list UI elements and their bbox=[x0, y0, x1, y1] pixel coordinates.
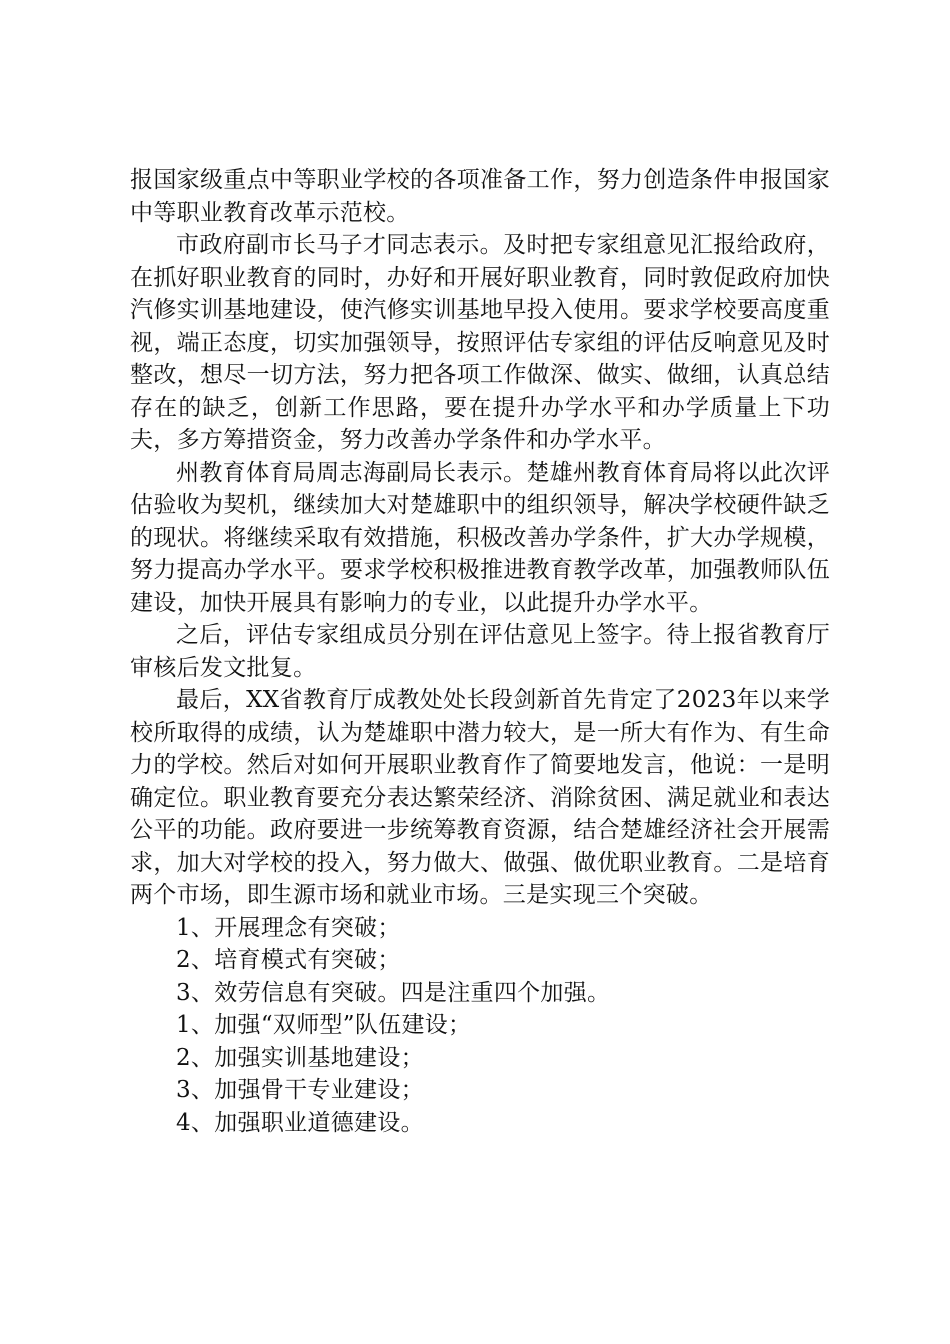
list-item: 2、培育模式有突破； bbox=[176, 947, 401, 973]
paragraph-final-remarks: 最后，XX省教育厅成教处处长段剑新首先肯定了2023年以来学校所取得的成绩，认为楚雄职中潜力较大，是一所大有作为、有生命力的学校。然后对如何开展职业教育作了简要地发言，他说：一是明确定位。职业教育要充分表达繁荣经济、消除贫困、满足就业和表达公平的功能。政府要进一步统筹教育资源，结合楚雄经济社会开展需求，加大对学校的投入，努力做大、做强、做优职业教育。二是培育两个市场，即生源市场和就业市场。三是实现三个突破。 bbox=[130, 687, 830, 908]
list-item: 3、加强骨干专业建设； bbox=[176, 1077, 424, 1103]
paragraph-continuation: 报国家级重点中等职业学校的各项准备工作，努力创造条件申报国家中等职业教育改革示范校。 bbox=[130, 167, 830, 226]
list-item: 1、加强“双师型”队伍建设； bbox=[176, 1012, 472, 1038]
list-item: 1、开展理念有突破； bbox=[176, 914, 401, 941]
list-item: 4、加强职业道德建设。 bbox=[176, 1109, 424, 1136]
list-item: 2、加强实训基地建设； bbox=[176, 1044, 424, 1071]
list-item: 3、效劳信息有突破。四是注重四个加强。 bbox=[176, 979, 611, 1006]
paragraph-signing: 之后，评估专家组成员分别在评估意见上签字。待上报省教育厅审核后发文批复。 bbox=[130, 622, 830, 681]
paragraph-education-bureau: 州教育体育局周志海副局长表示。楚雄州教育体育局将以此次评估验收为契机，继续加大对楚雄职中的组织领导，解决学校硬件缺乏的现状。将继续采取有效措施，积极改善办学条件，扩大办学规模，努力提高办学水平。要求学校积极推进教育教学改革，加强教师队伍建设，加快开展具有影响力的专业，以此提升办学水平。 bbox=[130, 459, 830, 616]
document-body bbox=[130, 164, 830, 1139]
paragraph-vice-mayor: 市政府副市长马子才同志表示。及时把专家组意见汇报给政府，在抓好职业教育的同时，办好和开展好职业教育，同时敦促政府加快汽修实训基地建设，使汽修实训基地早投入使用。要求学校要高度重视，端正态度，切实加强领导，按照评估专家组的评估反响意见及时整改，想尽一切方法，努力把各项工作做深、做实、做细，认真总结存在的缺乏，创新工作思路，要在提升办学水平和办学质量上下功夫，多方筹措资金，努力改善办学条件和办学水平。 bbox=[130, 232, 830, 453]
